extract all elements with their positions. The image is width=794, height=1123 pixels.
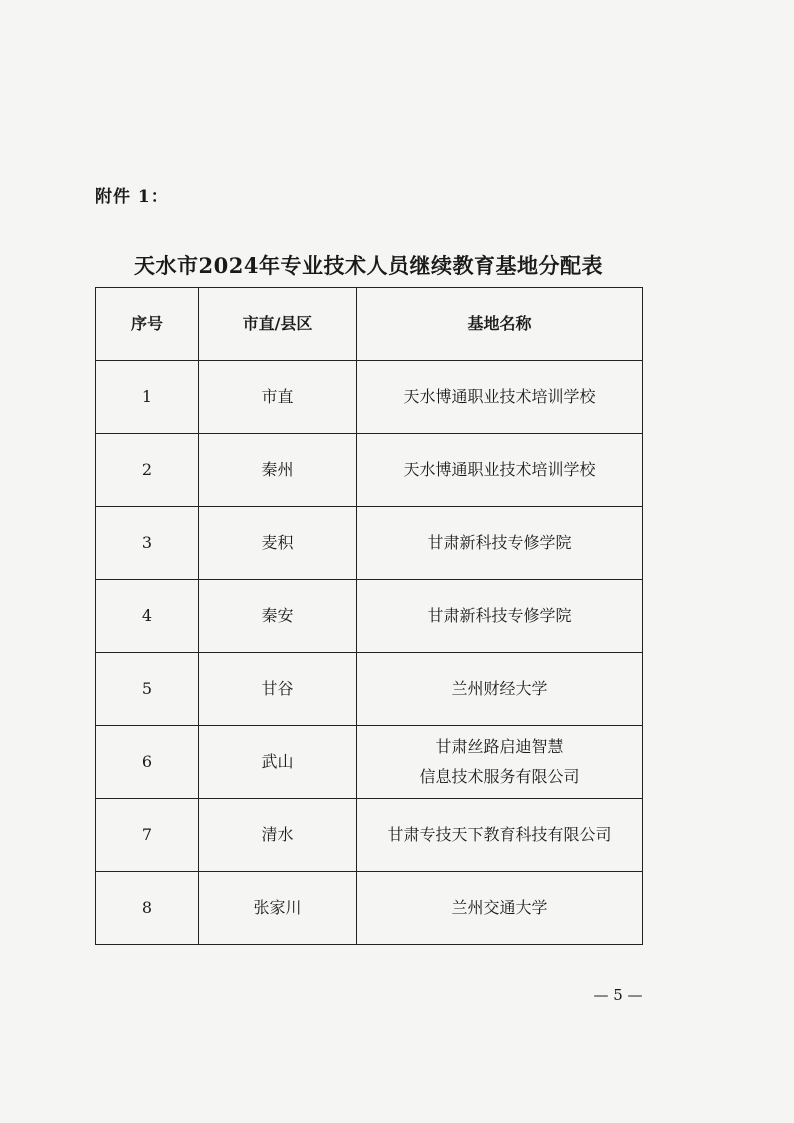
table-row xyxy=(96,872,643,945)
cell-base-name xyxy=(357,872,643,945)
allocation-table xyxy=(95,287,643,945)
cell-base-name xyxy=(357,799,643,872)
cell-base-name xyxy=(357,507,643,580)
base-name-line: 甘肃丝路启迪智慧 xyxy=(435,737,564,756)
cell-area: 张家川 xyxy=(199,872,357,945)
base-name-line: 天水博通职业技术培训学校 xyxy=(403,460,596,479)
cell-area: 麦积 xyxy=(199,507,357,580)
cell-area: 清水 xyxy=(199,799,357,872)
base-name-line: 兰州交通大学 xyxy=(451,898,548,917)
table-row xyxy=(96,580,643,653)
table-header-row xyxy=(96,288,643,361)
cell-serial: 8 xyxy=(96,872,199,945)
table-row xyxy=(96,507,643,580)
cell-base-name xyxy=(357,653,643,726)
cell-area: 武山 xyxy=(199,726,357,799)
cell-serial: 7 xyxy=(96,799,199,872)
table-row xyxy=(96,726,643,799)
cell-area: 甘谷 xyxy=(199,653,357,726)
document-title: 天水市2024年专业技术人员继续教育基地分配表 xyxy=(134,253,603,278)
base-name-line: 甘肃新科技专修学院 xyxy=(427,606,572,625)
table-row xyxy=(96,361,643,434)
cell-serial: 4 xyxy=(96,580,199,653)
cell-base-name xyxy=(357,580,643,653)
base-name-line: 兰州财经大学 xyxy=(451,679,548,698)
attachment-label: 附件 1： xyxy=(95,187,169,207)
page-number: — 5 — xyxy=(593,986,643,1004)
cell-area: 市直 xyxy=(199,361,357,434)
cell-serial: 3 xyxy=(96,507,199,580)
cell-base-name xyxy=(357,361,643,434)
cell-serial: 5 xyxy=(96,653,199,726)
cell-base-name xyxy=(357,726,643,799)
cell-serial: 6 xyxy=(96,726,199,799)
table-row xyxy=(96,434,643,507)
base-name-line: 甘肃新科技专修学院 xyxy=(427,533,572,552)
base-name-line: 信息技术服务有限公司 xyxy=(419,767,580,786)
base-name-line: 甘肃专技天下教育科技有限公司 xyxy=(387,825,612,844)
base-name-line: 天水博通职业技术培训学校 xyxy=(403,387,596,406)
header-serial: 序号 xyxy=(96,288,199,361)
table-row xyxy=(96,653,643,726)
header-base-name: 基地名称 xyxy=(357,288,643,361)
table-row xyxy=(96,799,643,872)
cell-area: 秦州 xyxy=(199,434,357,507)
cell-serial: 1 xyxy=(96,361,199,434)
cell-base-name xyxy=(357,434,643,507)
cell-area: 秦安 xyxy=(199,580,357,653)
header-area: 市直/县区 xyxy=(199,288,357,361)
cell-serial: 2 xyxy=(96,434,199,507)
